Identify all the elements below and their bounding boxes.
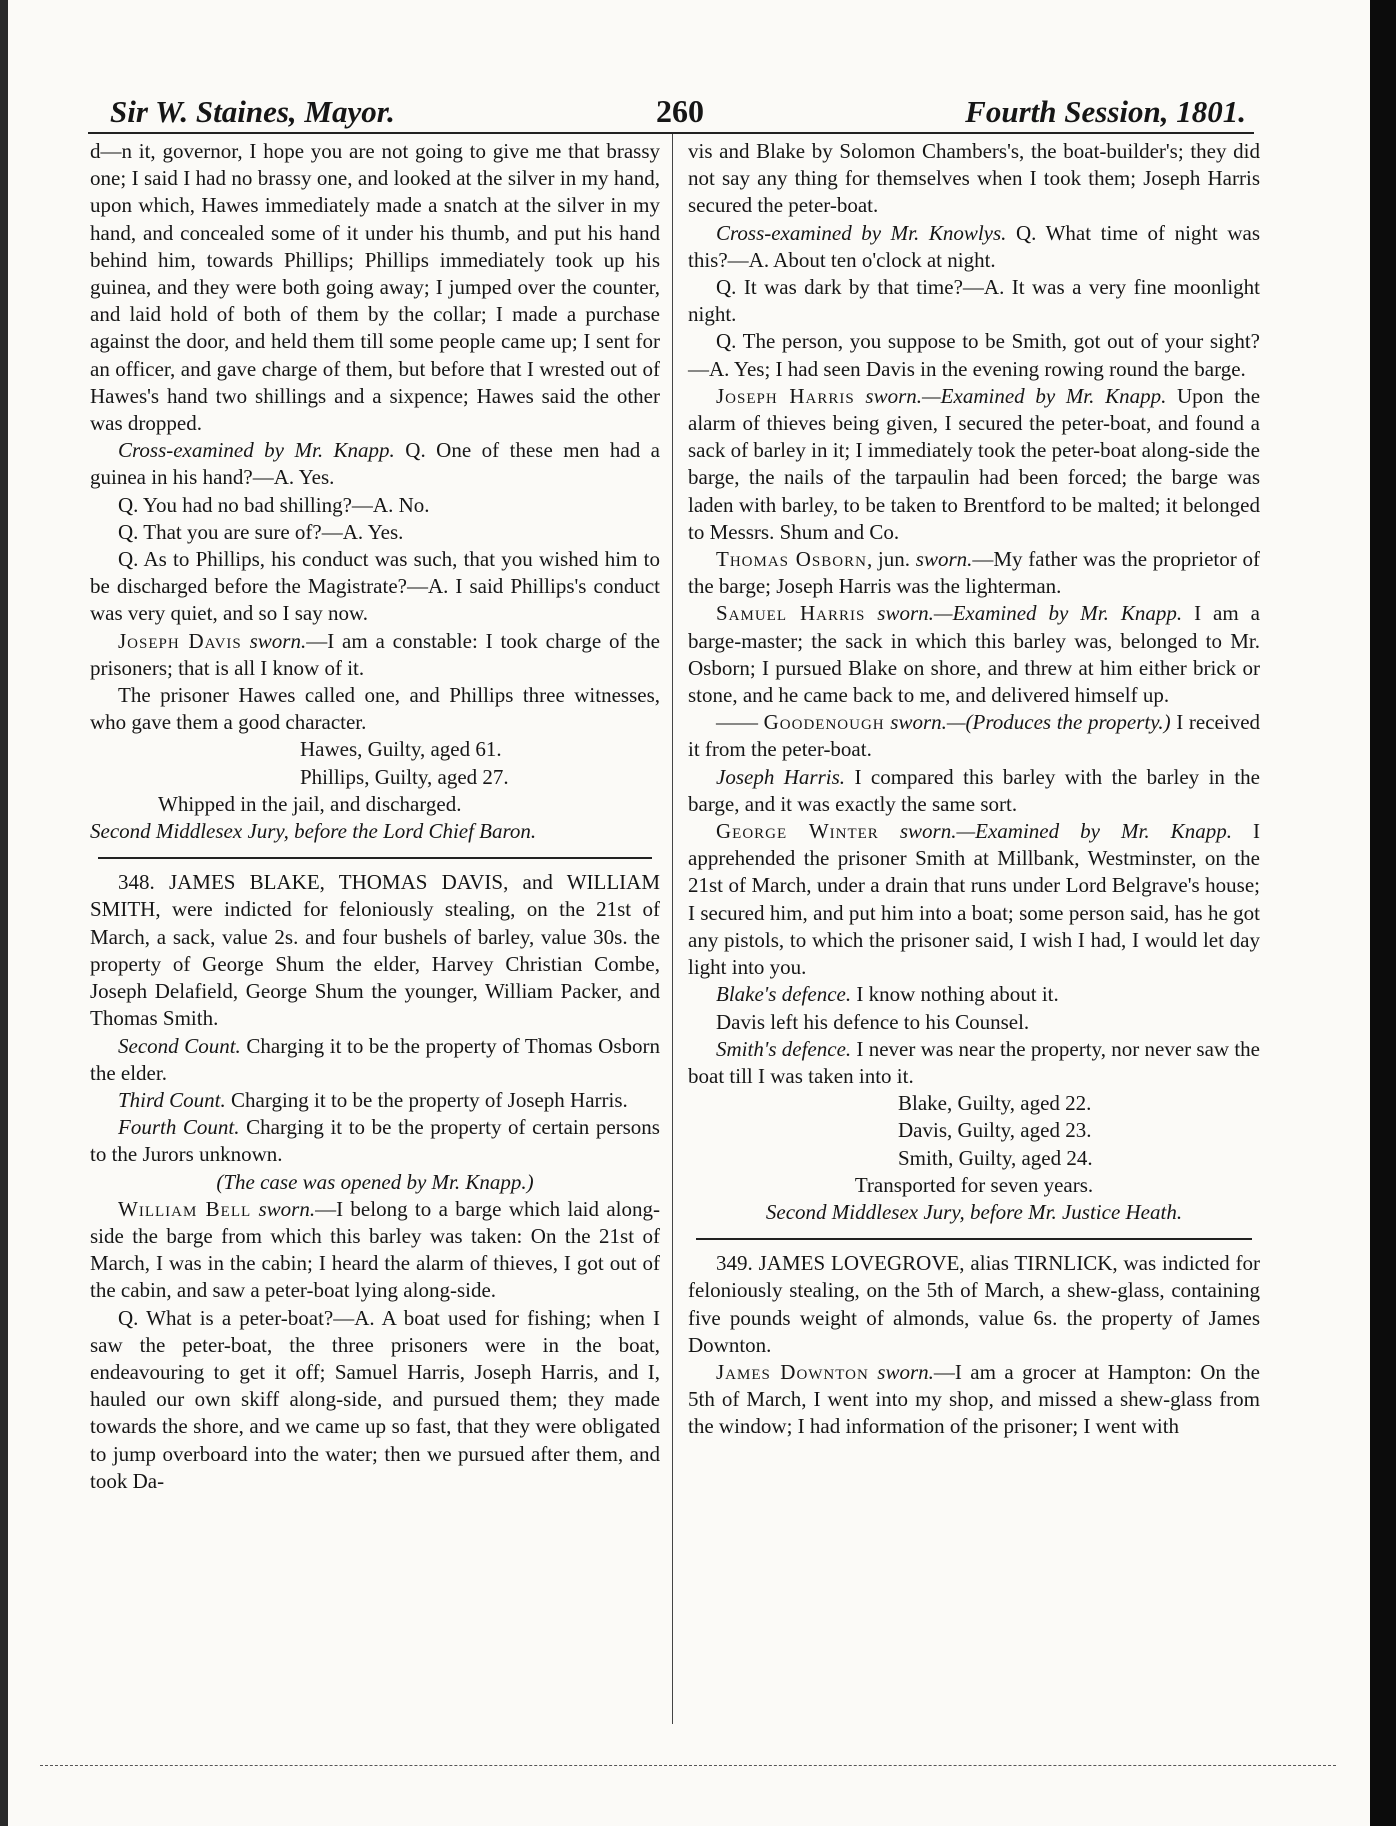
- examination-label: sworn.—Examined by Mr. Knapp.: [865, 383, 1167, 408]
- paragraph: Q. It was dark by that time?—A. It was a very fine moonlight night.: [688, 275, 1260, 327]
- verdict-line: Phillips, Guilty, aged 27.: [300, 764, 509, 789]
- examination-label: sworn.—Examined by Mr. Knapp.: [899, 819, 1232, 844]
- count-label: Third Count.: [118, 1087, 226, 1112]
- sworn-label: sworn.: [877, 1359, 934, 1384]
- paragraph: [90, 1114, 660, 1168]
- count-label: Second Count.: [118, 1033, 241, 1058]
- paragraph-text: I know nothing about it.: [851, 982, 1059, 1007]
- sentence: Transported for seven years.: [854, 1172, 1094, 1197]
- case-separator: [98, 857, 652, 859]
- paragraph-text: —I am a constable: I took charge of the prisoners; that is all I know of it.: [90, 628, 661, 680]
- paragraph: Q. What is a peter-boat?—A. A boat used for fishing; when I saw the peter-boat, the three prisoners were in the boat, endeavouring to get it off; Samuel Harris, Joseph Harris, and I, hauled our own skiff along-side, and pursued them; they made towards the shore, and we came up so fast, that they were obligated to jump overboard into the water; then we pursued after them, and took Da-: [90, 1305, 660, 1493]
- header-left: Sir W. Staines, Mayor.: [110, 94, 395, 129]
- paragraph: [688, 818, 1260, 981]
- verdict-line: Blake, Guilty, aged 22.: [898, 1091, 1092, 1116]
- paragraph: [688, 1036, 1260, 1090]
- paragraph-text: —I belong to a barge which laid along-side the barge from which this barley was taken: On the 21st of March, I was in the cabin; I heard the alarm of thieves, I got out of the cabin, and saw a peter-boat lying along-side.: [90, 1196, 660, 1303]
- page-header: [110, 78, 1246, 130]
- left-column: [90, 138, 660, 1495]
- paragraph: [688, 709, 1260, 763]
- scan-right-edge: [1370, 0, 1396, 1826]
- paragraph-text: I am a barge-master; the sack in which this barley was, belonged to Mr. Osborn; I pursued Blake on shore, and threw at him either brick or stone, and he came back to me, and delivered himself up.: [688, 601, 1260, 708]
- page-number: 260: [656, 93, 704, 129]
- paragraph-text: Charging it to be the property of certain persons to the Jurors unknown.: [90, 1115, 660, 1167]
- scan-bottom-rule: [40, 1765, 1336, 1766]
- sworn-label: sworn.: [249, 628, 307, 653]
- defence-label: Smith's defence.: [716, 1036, 852, 1061]
- witness-name: Goodenough: [763, 710, 885, 735]
- paragraph: [688, 220, 1260, 274]
- verdict-line: Smith, Guilty, aged 24.: [898, 1145, 1093, 1170]
- paragraph: [688, 981, 1260, 1008]
- paragraph-text: I compared this barley with the barley in the barge, and it was exactly the same sort.: [688, 764, 1260, 816]
- paragraph: [90, 1087, 660, 1114]
- paragraph: The prisoner Hawes called one, and Phillips three witnesses, who gave them a good character.: [90, 683, 660, 735]
- witness-name: Thomas Osborn: [716, 547, 867, 572]
- paragraph-text: Q. One of these men had a guinea in his hand?—A. Yes.: [90, 438, 660, 490]
- paragraph: Q. The person, you suppose to be Smith, got out of your sight?—A. Yes; I had seen Davis in the evening rowing round the barge.: [688, 329, 1260, 381]
- column-divider: [672, 134, 673, 1724]
- case-opened-note: (The case was opened by Mr. Knapp.): [216, 1169, 534, 1194]
- right-column: [688, 138, 1260, 1441]
- paragraph: [90, 1033, 660, 1087]
- paragraph: d—n it, governor, I hope you are not going to give me that brassy one; I said I had no brassy one, and looked at the silver in my hand, upon which, Hawes immediately made a snatch at the silver in my hand, and concealed some of it under his thumb, and put his hand behind him, towards Phillips; Phillips immediately took up his guinea, and they were both going away; I jumped over the counter, and laid hold of both of them by the collar; I made a purchase against the door, and held them till some people came up; I sent for an officer, and gave charge of them, but before that I wrested out of Hawes's hand two shillings and a sixpence; Hawes said the other was dropped.: [90, 139, 660, 436]
- sworn-label: sworn.: [915, 547, 973, 572]
- witness-name: Joseph Harris: [716, 383, 855, 408]
- paragraph: Davis left his defence to his Counsel.: [716, 1009, 1030, 1034]
- witness-name-italic: Joseph Harris.: [716, 764, 846, 789]
- paragraph: [688, 546, 1260, 600]
- sentence: Whipped in the jail, and discharged.: [158, 791, 462, 816]
- paragraph-text: Charging it to be the property of Thomas Osborn the elder.: [90, 1033, 660, 1085]
- count-label: Fourth Count.: [118, 1115, 240, 1140]
- case-separator: [696, 1238, 1252, 1240]
- paragraph: [688, 600, 1260, 709]
- witness-name: Samuel Harris: [716, 601, 866, 626]
- paragraph-text: I apprehended the prisoner Smith at Millbank, Westminster, on the 21st of March, under a drain that runs under Lord Belgrave's house; I secured him, and put him into a boat; some person said, has he got any pistols, to which the prisoner said, I wish I had, I would let day light into you.: [688, 819, 1260, 980]
- witness-suffix: , jun.: [866, 547, 916, 572]
- dash: ——: [716, 710, 758, 735]
- cross-examination-label: Cross-examined by Mr. Knapp.: [118, 438, 395, 463]
- defence-label: Blake's defence.: [716, 982, 852, 1007]
- paragraph: [688, 1359, 1260, 1441]
- cross-examination-label: Cross-examined by Mr. Knowlys.: [716, 220, 1007, 245]
- header-rule: [88, 132, 1254, 134]
- paragraph-text: Upon the alarm of thieves being given, I secured the peter-boat, and found a sack of barley in it; I immediately took the peter-boat along-side the barge, the nails of the tarpaulin had been forced; the barge was laden with barley, to be taken to Brentford to be malted; it belonged to Messrs. Shum and Co.: [688, 383, 1261, 544]
- paragraph-text: —My father was the proprietor of the barge; Joseph Harris was the lighterman.: [688, 547, 1260, 599]
- witness-name: George Winter: [716, 819, 879, 844]
- paragraph-text: —I am a grocer at Hampton: On the 5th of March, I went into my shop, and missed a shew-glass from the window; I had information of the prisoner; I went with: [688, 1359, 1260, 1439]
- jury-line: Second Middlesex Jury, before the Lord Chief Baron.: [90, 819, 537, 844]
- produces-label: sworn.—(Produces the property.): [890, 710, 1171, 735]
- jury-line: Second Middlesex Jury, before Mr. Justice Heath.: [765, 1199, 1183, 1224]
- case-heading: 349. JAMES LOVEGROVE, alias TIRNLICK, was indicted for feloniously stealing, on the 5th of March, a shew-glass, containing five pounds weight of almonds, value 6s. the property of James Downton.: [688, 1251, 1260, 1357]
- witness-name: James Downton: [716, 1359, 869, 1384]
- witness-name: Joseph Davis: [118, 628, 242, 653]
- paragraph: [90, 628, 660, 682]
- header-right: Fourth Session, 1801.: [965, 94, 1246, 129]
- paragraph-text: Charging it to be the property of Joseph Harris.: [225, 1087, 628, 1112]
- paragraph: [688, 764, 1260, 818]
- paragraph-text: I received it from the peter-boat.: [688, 710, 1261, 762]
- paragraph: vis and Blake by Solomon Chambers's, the boat-builder's; they did not say any thing for themselves when I took them; Joseph Harris secured the peter-boat.: [688, 139, 1260, 218]
- case-heading: 348. JAMES BLAKE, THOMAS DAVIS, and WILLIAM SMITH, were indicted for feloniously stealing, on the 21st of March, a sack, value 2s. and four bushels of barley, value 30s. the property of George Shum the elder, Harvey Christian Combe, Joseph Delafield, George Shum the younger, William Packer, and Thomas Smith.: [90, 870, 660, 1031]
- paragraph: Q. That you are sure of?—A. Yes.: [118, 519, 404, 544]
- paragraph: Q. As to Phillips, his conduct was such, that you wished him to be discharged before the Magistrate?—A. I said Phillips's conduct was very quiet, and so I say now.: [90, 547, 660, 626]
- witness-name: William Bell: [118, 1196, 252, 1221]
- paragraph-text: Q. What time of night was this?—A. About ten o'clock at night.: [688, 220, 1260, 272]
- paragraph: [90, 1196, 660, 1305]
- examination-label: sworn.—Examined by Mr. Knapp.: [877, 601, 1183, 626]
- paragraph: [90, 437, 660, 491]
- paragraph-text: I never was near the property, nor never saw the boat till I was taken into it.: [688, 1036, 1261, 1088]
- paragraph: Q. You had no bad shilling?—A. No.: [118, 492, 430, 517]
- sworn-label: sworn.: [258, 1196, 316, 1221]
- verdict-line: Hawes, Guilty, aged 61.: [300, 737, 502, 762]
- paragraph: [688, 383, 1260, 546]
- verdict-line: Davis, Guilty, aged 23.: [898, 1118, 1092, 1143]
- scan-left-edge: [0, 0, 8, 1826]
